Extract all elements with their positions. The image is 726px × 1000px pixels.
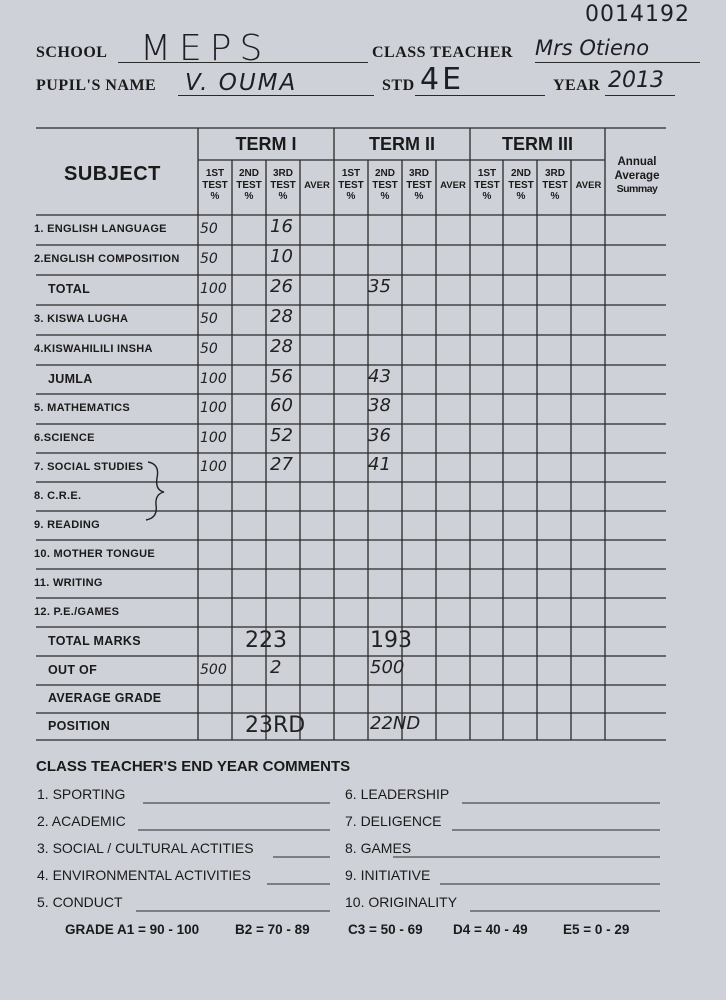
comment-item-left: 4. ENVIRONMENTAL ACTIVITIES — [37, 867, 251, 883]
grade-range: D4 = 40 - 49 — [453, 922, 528, 937]
term-1-test-1-header — [198, 168, 232, 203]
term-2-2nd-test-mark: 38 — [368, 395, 391, 416]
test-header-line1: 1ST — [205, 168, 225, 179]
term-3-test-2-header — [504, 168, 538, 203]
test-header-line1: 3RD — [544, 168, 565, 179]
term-2-aver-header: AVER — [440, 180, 466, 191]
subject-label: 1. ENGLISH LANGUAGE — [34, 223, 167, 235]
subject-label: 5. MATHEMATICS — [34, 402, 131, 414]
term-2-2nd-test-mark: 43 — [368, 365, 391, 387]
comment-item-right: 7. DELIGENCE — [345, 813, 442, 829]
out-of-mark: 500 — [200, 661, 227, 678]
test-header-line2: TEST — [338, 179, 364, 191]
subject-label: 12. P.E./GAMES — [34, 605, 120, 618]
out-of-mark: 100 — [200, 429, 227, 446]
term-1-test-3-header — [266, 168, 300, 203]
test-header-line3: % — [210, 191, 220, 202]
year-value: 2013 — [608, 68, 664, 93]
subject-label: TOTAL — [48, 282, 91, 296]
term-1-3rd-test-mark: 10 — [270, 246, 293, 267]
comment-item-right: 6. LEADERSHIP — [345, 786, 450, 802]
subject-label: 8. C.R.E. — [34, 489, 82, 502]
comments-title: CLASS TEACHER'S END YEAR COMMENTS — [36, 758, 351, 775]
term-1-3rd-test-mark: 56 — [270, 365, 293, 387]
test-header-line2: TEST — [474, 179, 500, 191]
term-2-test-2-header — [368, 168, 402, 203]
subject-label: 6.SCIENCE — [34, 431, 95, 444]
subject-label: 4.KISWAHILILI INSHA — [34, 343, 153, 355]
test-header-line1: 3RD — [272, 168, 293, 179]
test-header-line1: 3RD — [408, 168, 429, 179]
test-header-line2: TEST — [406, 179, 432, 191]
term-1-test-2-header — [232, 168, 266, 203]
pupil-name-value: V. OUMA — [185, 70, 298, 96]
test-header-line2: TEST — [542, 179, 568, 191]
class-teacher-value: Mrs Otieno — [535, 36, 650, 60]
test-header-line3: % — [278, 191, 288, 202]
term-2-2nd-test-mark: 35 — [368, 276, 391, 297]
term-1-3rd-test-mark: 16 — [270, 216, 293, 237]
term-2-2nd-test-mark: 22ND — [370, 712, 421, 734]
comment-item-right: 10. ORIGINALITY — [345, 894, 458, 910]
subject-label: 3. KISWA LUGHA — [34, 313, 129, 325]
year-label: YEAR — [553, 77, 601, 94]
out-of-mark: 50 — [200, 341, 218, 357]
test-header-line3: % — [244, 191, 254, 202]
out-of-mark: 50 — [200, 311, 218, 327]
grade-range: C3 = 50 - 69 — [348, 922, 423, 937]
subject-label: AVERAGE GRADE — [48, 691, 162, 705]
annual-line-3: Summay — [616, 183, 658, 195]
serial-number: 0014192 — [585, 2, 690, 27]
test-header-line3: % — [346, 191, 356, 202]
test-header-line3: % — [550, 191, 560, 202]
comment-item-left: 1. SPORTING — [37, 786, 126, 802]
subject-label: 11. WRITING — [34, 576, 103, 589]
out-of-mark: 100 — [200, 400, 227, 416]
term-3-aver-header: AVER — [575, 180, 602, 191]
grade-range: B2 = 70 - 89 — [235, 922, 310, 937]
test-header-line2: TEST — [372, 179, 398, 191]
test-header-line3: % — [380, 191, 390, 202]
subject-label: TOTAL MARKS — [48, 633, 141, 648]
test-header-line2: TEST — [236, 179, 262, 191]
term-2-2nd-test-mark: 193 — [370, 627, 412, 653]
term-1-3rd-test-mark: 26 — [270, 276, 293, 297]
subject-label: 9. READING — [34, 518, 100, 531]
term-3-test-3-header — [538, 168, 572, 203]
annual-line-1: Annual — [617, 156, 657, 168]
annual-line-2: Average — [614, 169, 660, 182]
comment-item-left: 2. ACADEMIC — [37, 813, 126, 829]
test-header-line1: 1ST — [341, 168, 361, 179]
test-header-line2: TEST — [270, 179, 296, 191]
comment-item-left: 3. SOCIAL / CULTURAL ACTITIES — [37, 840, 254, 856]
comment-item-left: 5. CONDUCT — [37, 894, 123, 910]
test-header-line1: 2ND — [510, 168, 531, 179]
term-1-3rd-test-mark: 223 — [245, 627, 287, 653]
term-1-3rd-test-mark: 27 — [270, 453, 293, 475]
test-header-line3: % — [516, 191, 526, 202]
out-of-mark: 100 — [200, 370, 227, 387]
term-1-3rd-test-mark: 23RD — [245, 712, 306, 738]
annual-average-header — [607, 156, 667, 197]
comment-item-right: 8. GAMES — [345, 840, 412, 856]
subject-label: 10. MOTHER TONGUE — [34, 547, 156, 560]
test-header-line1: 2ND — [374, 168, 395, 179]
term-2-test-1-header — [334, 168, 368, 203]
term-1-3rd-test-mark: 28 — [270, 306, 293, 327]
term-1-header: TERM I — [235, 134, 297, 154]
term-2-header: TERM II — [369, 134, 435, 154]
class-teacher-label: CLASS TEACHER — [372, 44, 513, 61]
pupil-name-label: PUPIL'S NAME — [36, 77, 157, 94]
test-header-line3: % — [414, 191, 424, 202]
school-label: SCHOOL — [36, 44, 108, 61]
subject-label: POSITION — [48, 718, 111, 733]
test-header-line1: 2ND — [238, 168, 259, 179]
term-1-3rd-test-mark: 60 — [270, 395, 293, 416]
term-2-2nd-test-mark: 41 — [368, 453, 391, 475]
subject-label: 7. SOCIAL STUDIES — [34, 460, 144, 473]
term-1-aver-header: AVER — [304, 180, 330, 191]
test-header-line2: TEST — [202, 179, 228, 191]
out-of-mark: 50 — [200, 221, 218, 237]
term-2-test-3-header — [402, 168, 436, 203]
subject-label: JUMLA — [48, 371, 93, 386]
test-header-line2: TEST — [508, 179, 534, 191]
out-of-mark: 50 — [200, 251, 218, 267]
comment-item-right: 9. INITIATIVE — [345, 867, 431, 883]
term-1-3rd-test-mark: 2 — [270, 656, 282, 678]
school-value: MEPS — [140, 28, 271, 69]
term-1-3rd-test-mark: 28 — [270, 336, 293, 357]
out-of-mark: 100 — [200, 281, 227, 297]
test-header-line3: % — [482, 191, 492, 202]
std-value: 4E — [420, 62, 465, 97]
subject-header: SUBJECT — [64, 163, 161, 185]
grade-range: GRADE A1 = 90 - 100 — [65, 922, 200, 937]
term-3-test-1-header — [470, 168, 504, 203]
subject-label: 2.ENGLISH COMPOSITION — [34, 253, 180, 265]
term-3-header: TERM III — [502, 134, 573, 154]
test-header-line1: 1ST — [477, 168, 497, 179]
term-2-2nd-test-mark: 36 — [368, 424, 391, 446]
term-2-2nd-test-mark: 500 — [370, 656, 405, 678]
term-1-3rd-test-mark: 52 — [270, 424, 293, 446]
subject-label: OUT OF — [48, 662, 98, 677]
grade-range: E5 = 0 - 29 — [563, 922, 630, 937]
out-of-mark: 100 — [200, 458, 227, 475]
std-label: STD — [382, 77, 415, 94]
